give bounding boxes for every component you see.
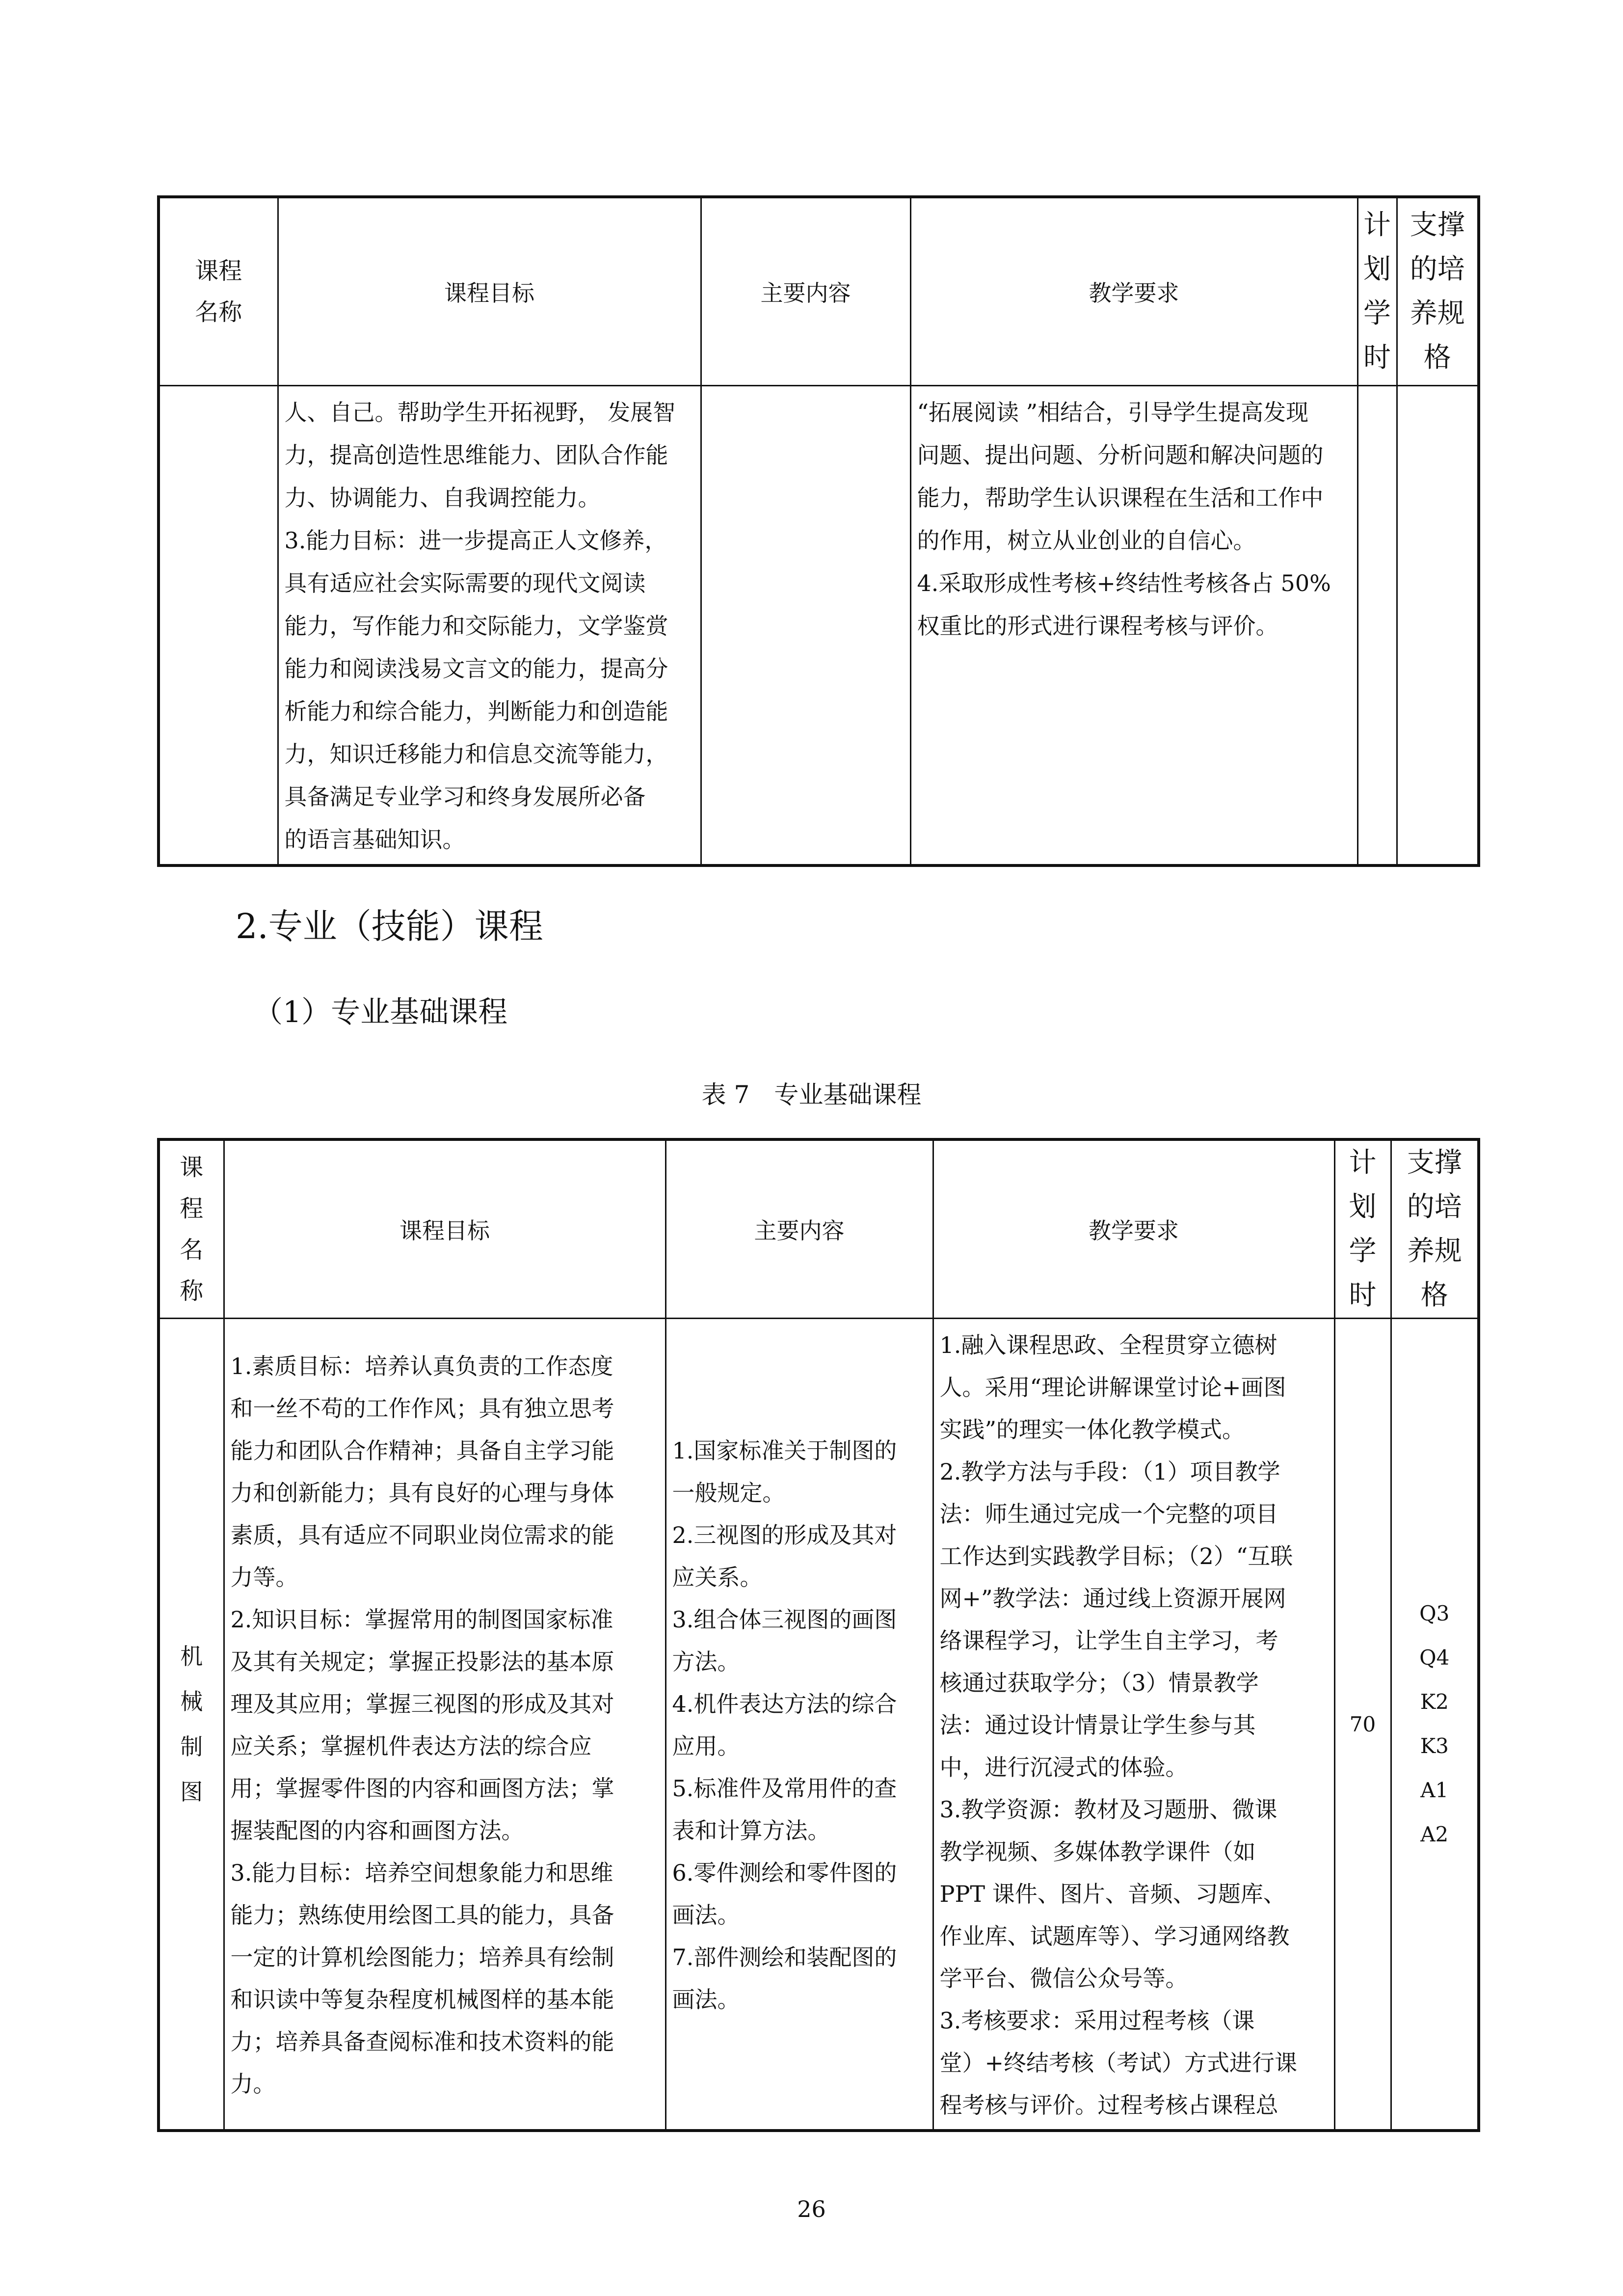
goal-text-line: 人、自己。帮助学生开拓视野， 发展智 xyxy=(284,399,676,426)
goal-text-line: 力和创新能力；具有良好的心理与身体 xyxy=(230,1480,614,1506)
header-text-char: 划 xyxy=(1363,253,1391,285)
header-course-goal: 课程目标 xyxy=(224,1139,665,1319)
header-text-line: 支撑 xyxy=(1410,209,1465,241)
cell-main-content xyxy=(665,1319,933,2131)
cell-teaching-requirement xyxy=(910,385,1357,865)
header-course-name xyxy=(159,1139,224,1319)
requirement-text-line: 学平台、微信公众号等。 xyxy=(939,1965,1188,1992)
header-text-char: 课 xyxy=(180,1154,204,1181)
goal-text-line: 握装配图的内容和画图方法。 xyxy=(230,1817,524,1844)
requirement-text-line: 权重比的形式进行课程考核与评价。 xyxy=(917,612,1278,639)
header-text-line: 课程 xyxy=(195,257,242,285)
table-header-row xyxy=(159,197,1479,385)
goal-text-line: 理及其应用；掌握三视图的形成及其对 xyxy=(230,1691,614,1717)
course-name-char: 机 xyxy=(180,1643,203,1670)
goal-text-line: 力；培养具备查阅标准和技术资料的能 xyxy=(230,2028,614,2055)
requirement-text-line: 问题、提出问题、分析问题和解决问题的 xyxy=(917,441,1324,468)
cell-supported-specs xyxy=(1397,385,1479,865)
header-planned-hours xyxy=(1334,1139,1391,1319)
header-text-line: 格 xyxy=(1420,1279,1448,1311)
header-teaching-requirement: 教学要求 xyxy=(933,1139,1334,1319)
header-text-char: 时 xyxy=(1349,1279,1377,1311)
goal-text-line: 一定的计算机绘图能力；培养具有绘制 xyxy=(230,1944,614,1971)
support-spec-item: Q4 xyxy=(1419,1646,1450,1670)
goal-text-line: 及其有关规定；掌握正投影法的基本原 xyxy=(230,1648,614,1675)
goal-text-line: 1.素质目标：培养认真负责的工作态度 xyxy=(230,1353,613,1379)
content-text-line: 7.部件测绘和装配图的 xyxy=(672,1944,897,1971)
goal-text-line: 应关系；掌握机件表达方法的综合应 xyxy=(230,1733,592,1759)
header-course-name xyxy=(159,197,278,385)
header-main-content: 主要内容 xyxy=(665,1139,933,1319)
content-text-line: 画法。 xyxy=(672,1986,740,2013)
goal-text-line: 3.能力目标：进一步提高正人文修养， xyxy=(284,527,667,554)
cell-planned-hours xyxy=(1357,385,1397,865)
goal-text-line: 3.能力目标：培养空间想象能力和思维 xyxy=(230,1860,613,1886)
support-spec-item: K2 xyxy=(1420,1690,1449,1714)
goal-text-line: 力。 xyxy=(230,2071,276,2097)
content-text-line: 6.零件测绘和零件图的 xyxy=(672,1860,897,1886)
requirement-text-line: 络课程学习，让学生自主学习，考 xyxy=(939,1627,1278,1654)
table-row xyxy=(159,385,1479,865)
goal-text-line: 力等。 xyxy=(230,1564,298,1591)
content-text-line: 2.三视图的形成及其对 xyxy=(672,1522,897,1548)
goal-text-line: 力、协调能力、自我调控能力。 xyxy=(284,484,601,511)
requirement-text-line: 程考核与评价。过程考核占课程总 xyxy=(939,2092,1278,2118)
subsection-title: （1）专业基础课程 xyxy=(253,995,508,1029)
header-main-content: 主要内容 xyxy=(701,197,910,385)
cell-supported-specs xyxy=(1391,1319,1479,2131)
goal-text-line: 具有适应社会实际需要的现代文阅读 xyxy=(284,569,646,596)
goal-text-line: 素质，具有适应不同职业岗位需求的能 xyxy=(230,1522,614,1548)
header-text-line: 格 xyxy=(1423,341,1451,374)
header-text-char: 计 xyxy=(1349,1147,1377,1179)
requirement-text-line: 3.考核要求：采用过程考核（课 xyxy=(939,2007,1255,2034)
goal-text-line: 的语言基础知识。 xyxy=(284,826,465,853)
header-text-char: 时 xyxy=(1363,341,1391,374)
cell-course-goal xyxy=(278,385,701,865)
requirement-text-line: 工作达到实践教学目标；（2）“互联 xyxy=(939,1543,1293,1569)
requirement-text-line: 教学视频、多媒体教学课件（如 xyxy=(939,1838,1256,1865)
requirement-text-line: 法：师生通过完成一个完整的项目 xyxy=(939,1501,1278,1527)
goal-text-line: 能力；熟练使用绘图工具的能力，具备 xyxy=(230,1902,614,1928)
requirement-text-line: 堂）+终结考核（考试）方式进行课 xyxy=(939,2050,1298,2076)
goal-text-line: 析能力和综合能力，判断能力和创造能 xyxy=(284,698,668,725)
goal-text-line: 力，知识迁移能力和信息交流等能力， xyxy=(284,740,668,767)
goal-text-line: 能力和阅读浅易文言文的能力，提高分 xyxy=(284,655,668,682)
requirement-text-line: 4.采取形成性考核+终结性考核各占 50% xyxy=(917,569,1331,596)
requirement-text-line: “拓展阅读 ”相结合，引导学生提高发现 xyxy=(917,399,1309,426)
requirement-text-line: 1.融入课程思政、全程贯穿立德树 xyxy=(939,1332,1277,1358)
content-text-line: 表和计算方法。 xyxy=(672,1817,830,1844)
header-text-char: 学 xyxy=(1349,1235,1377,1267)
table-caption: 表 7 专业基础课程 xyxy=(701,1080,922,1109)
content-text-line: 3.组合体三视图的画图 xyxy=(672,1606,897,1633)
requirement-text-line: 法：通过设计情景让学生参与其 xyxy=(939,1712,1256,1738)
requirement-text-line: 作业库、试题库等）、学习通网络教 xyxy=(939,1923,1290,1949)
course-name-char: 图 xyxy=(180,1779,203,1805)
header-text-line: 养规 xyxy=(1410,297,1465,329)
goal-text-line: 具备满足专业学习和终身发展所必备 xyxy=(284,783,646,810)
goal-text-line: 力，提高创造性思维能力、团队合作能 xyxy=(284,441,668,468)
support-spec-item: A2 xyxy=(1420,1822,1449,1846)
table-header-row xyxy=(159,1139,1479,1319)
table-continued xyxy=(157,195,1480,867)
header-text-char: 称 xyxy=(180,1277,204,1305)
requirement-text-line: 中，进行沉浸式的体验。 xyxy=(939,1754,1188,1781)
content-text-line: 5.标准件及常用件的查 xyxy=(672,1775,897,1802)
header-text-char: 名 xyxy=(180,1236,204,1264)
content-text-line: 应关系。 xyxy=(672,1564,763,1591)
support-spec-item: A1 xyxy=(1420,1778,1449,1802)
header-teaching-requirement: 教学要求 xyxy=(910,197,1357,385)
section-title: 2.专业（技能）课程 xyxy=(236,906,543,946)
requirement-text-line: 3.教学资源：教材及习题册、微课 xyxy=(939,1796,1277,1823)
requirement-text-line: 的作用，树立从业创业的自信心。 xyxy=(917,527,1256,554)
header-text-line: 的培 xyxy=(1410,253,1465,285)
requirement-text-line: PPT 课件、图片、音频、习题库、 xyxy=(939,1881,1286,1907)
cell-course-name xyxy=(159,1319,224,2131)
course-name-char: 械 xyxy=(180,1688,203,1715)
requirement-text-line: 核通过获取学分；（3）情景教学 xyxy=(939,1670,1259,1696)
header-text-char: 计 xyxy=(1363,209,1391,241)
goal-text-line: 2.知识目标：掌握常用的制图国家标准 xyxy=(230,1606,613,1633)
course-name-char: 制 xyxy=(180,1733,203,1760)
goal-text-line: 能力，写作能力和交际能力，文学鉴赏 xyxy=(284,612,668,639)
header-text-char: 程 xyxy=(180,1195,204,1222)
header-planned-hours xyxy=(1357,197,1397,385)
requirement-text-line: 网+”教学法：通过线上资源开展网 xyxy=(939,1585,1286,1612)
content-text-line: 方法。 xyxy=(672,1648,740,1675)
cell-course-goal xyxy=(224,1319,665,2131)
content-text-line: 一般规定。 xyxy=(672,1480,785,1506)
goal-text-line: 和一丝不苟的工作作风；具有独立思考 xyxy=(230,1395,614,1422)
goal-text-line: 能力和团队合作精神；具备自主学习能 xyxy=(230,1437,614,1464)
header-course-goal: 课程目标 xyxy=(278,197,701,385)
page-number: 26 xyxy=(797,2196,826,2222)
header-text-line: 名称 xyxy=(195,298,242,326)
goal-text-line: 和识读中等复杂程度机械图样的基本能 xyxy=(230,1986,614,2013)
header-text-line: 养规 xyxy=(1407,1235,1462,1267)
table-professional-foundation-courses xyxy=(157,1138,1480,2132)
cell-planned-hours: 70 xyxy=(1334,1319,1391,2131)
support-spec-item: Q3 xyxy=(1419,1601,1450,1625)
table-row xyxy=(159,1319,1479,2131)
cell-main-content xyxy=(701,385,910,865)
support-spec-item: K3 xyxy=(1420,1734,1449,1758)
content-text-line: 应用。 xyxy=(672,1733,740,1759)
cell-teaching-requirement xyxy=(933,1319,1334,2131)
content-text-line: 4.机件表达方法的综合 xyxy=(672,1691,897,1717)
header-text-char: 划 xyxy=(1349,1191,1377,1223)
content-text-line: 1.国家标准关于制图的 xyxy=(672,1437,897,1464)
header-text-line: 的培 xyxy=(1407,1191,1462,1223)
content-text-line: 画法。 xyxy=(672,1902,740,1928)
header-text-line: 支撑 xyxy=(1407,1147,1462,1179)
cell-course-name xyxy=(159,385,278,865)
requirement-text-line: 2.教学方法与手段：（1）项目教学 xyxy=(939,1459,1280,1485)
requirement-text-line: 人。采用“理论讲解课堂讨论+画图 xyxy=(939,1374,1286,1401)
header-text-char: 学 xyxy=(1363,297,1391,329)
requirement-text-line: 能力，帮助学生认识课程在生活和工作中 xyxy=(917,484,1324,511)
goal-text-line: 用；掌握零件图的内容和画图方法；掌 xyxy=(230,1775,614,1802)
header-supported-specs xyxy=(1397,197,1479,385)
requirement-text-line: 实践”的理实一体化教学模式。 xyxy=(939,1416,1245,1443)
header-supported-specs xyxy=(1391,1139,1479,1319)
